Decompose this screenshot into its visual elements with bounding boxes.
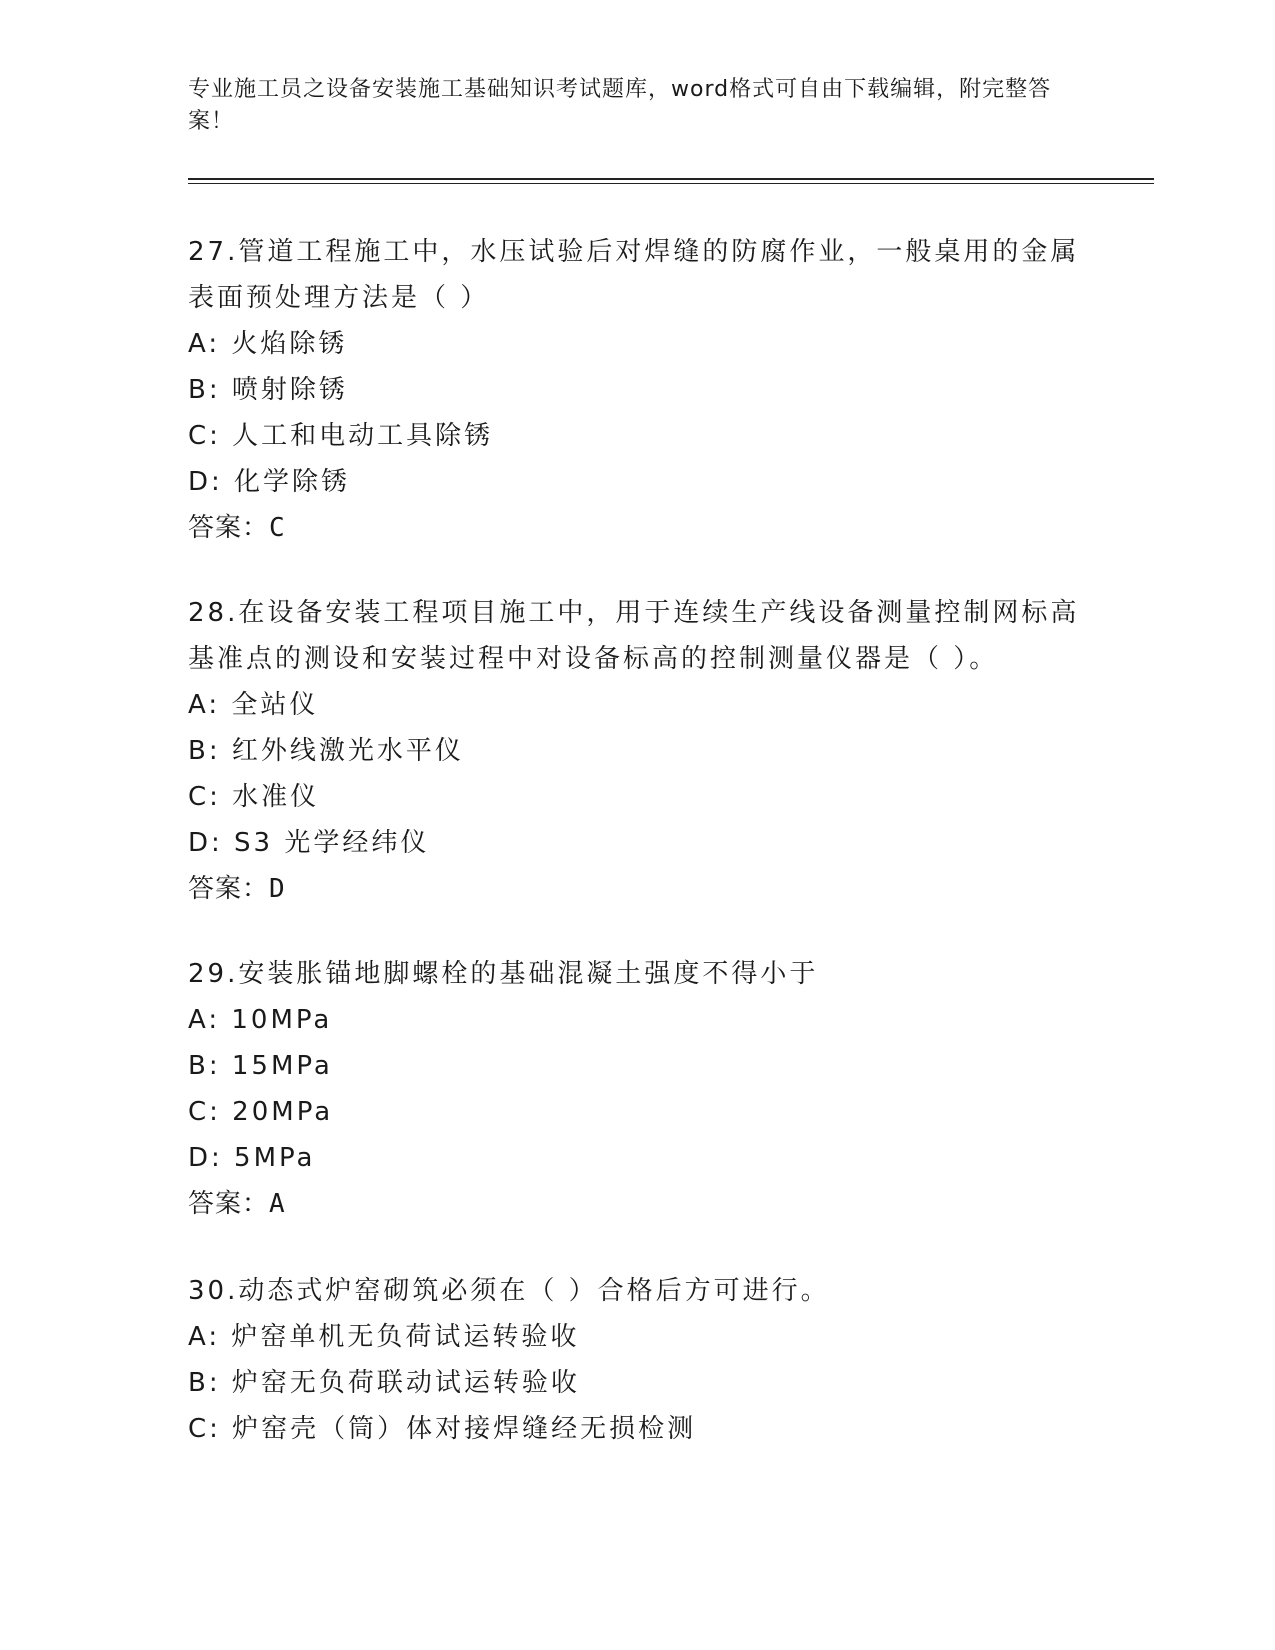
option-b: B: 炉窑无负荷联动试运转验收 [188, 1368, 580, 1398]
option-a: A: 10MPa [188, 1005, 333, 1035]
answer-value: C [269, 513, 286, 543]
option-a: A: 炉窑单机无负荷试运转验收 [188, 1322, 580, 1352]
option-d: D: S3 光学经纬仪 [188, 828, 430, 858]
question-stem: 28.在设备安装工程项目施工中，用于连续生产线设备测量控制网标高基准点的测设和安装过程中对设备标高的控制测量仪器是（ ）。 [188, 598, 1080, 674]
option-c: C: 人工和电动工具除锈 [188, 421, 494, 451]
answer-line [188, 505, 1088, 551]
answer-label: 答案： [188, 1189, 270, 1219]
option-c: C: 20MPa [188, 1097, 334, 1127]
question-stem: 27.管道工程施工中，水压试验后对焊缝的防腐作业，一般桌用的金属表面预处理方法是（ ） [188, 237, 1080, 313]
question-29 [188, 951, 1088, 1227]
option-d: D: 化学除锈 [188, 467, 351, 497]
option-a: A: 全站仪 [188, 690, 319, 720]
answer-line [188, 1181, 1088, 1227]
question-27 [188, 229, 1088, 551]
question-stem: 30.动态式炉窑砌筑必须在（ ）合格后方可进行。 [188, 1276, 830, 1306]
answer-value: D [269, 874, 286, 904]
option-b: B: 喷射除锈 [188, 375, 348, 405]
answer-value: A [269, 1189, 286, 1219]
answer-label: 答案： [188, 513, 270, 543]
header-divider-secondary [188, 183, 1154, 184]
option-c: C: 炉窑壳（筒）体对接焊缝经无损检测 [188, 1414, 697, 1444]
question-28 [188, 590, 1088, 912]
header-divider [188, 178, 1154, 180]
option-c: C: 水准仪 [188, 782, 320, 812]
option-b: B: 15MPa [188, 1051, 333, 1081]
question-30 [188, 1268, 1088, 1452]
document-header: 专业施工员之设备安装施工基础知识考试题库，word格式可自由下载编辑，附完整答案！ [188, 77, 1052, 134]
option-a: A: 火焰除锈 [188, 329, 348, 359]
option-d: D: 5MPa [188, 1143, 316, 1173]
answer-label: 答案： [188, 874, 270, 904]
question-stem: 29.安装胀锚地脚螺栓的基础混凝土强度不得小于 [188, 959, 819, 989]
option-b: B: 红外线激光水平仪 [188, 736, 464, 766]
answer-line [188, 866, 1088, 912]
